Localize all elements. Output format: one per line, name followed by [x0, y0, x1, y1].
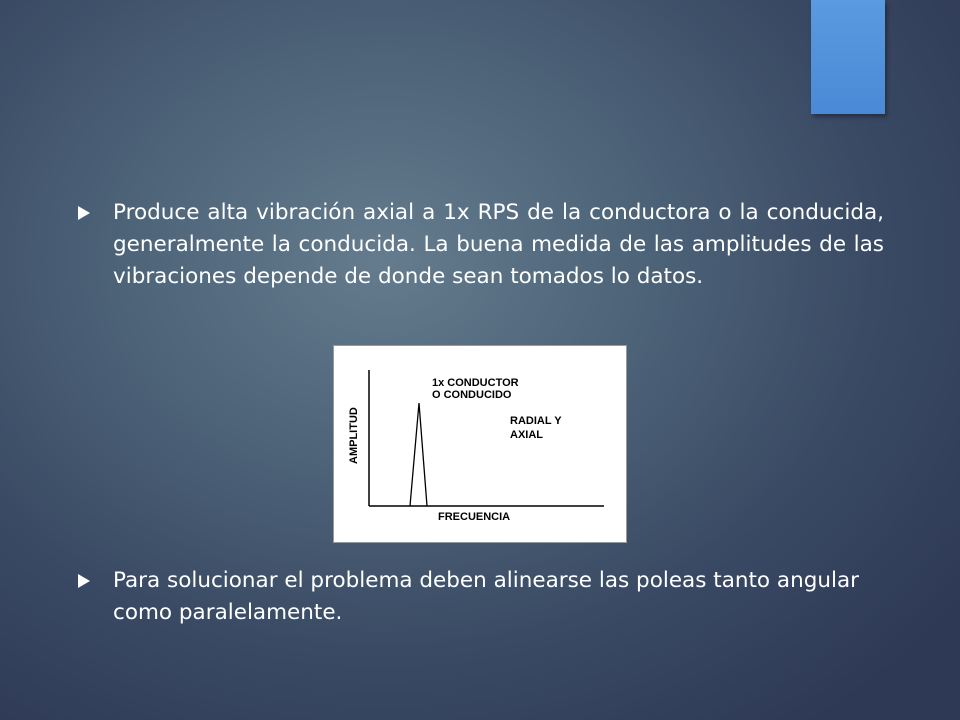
bullet-text-2: Para solucionar el problema deben alinearse las poleas tanto angular como paralelamente. — [113, 568, 859, 625]
bullet-item-1 — [76, 197, 884, 293]
bullet-item-2 — [76, 565, 884, 629]
peak-label-line1: 1x CONDUCTOR — [432, 377, 519, 389]
arrow-bullet-icon — [76, 197, 113, 293]
y-axis-label: AMPLITUD — [348, 407, 360, 464]
spectrum-figure — [333, 345, 627, 543]
spectrum-diagram — [334, 346, 626, 542]
direction-label-line2: AXIAL — [510, 429, 543, 441]
arrow-bullet-icon — [76, 565, 113, 629]
x-axis-label: FRECUENCIA — [438, 511, 511, 523]
peak-spike — [410, 403, 427, 506]
peak-label-line2: O CONDUCIDO — [432, 389, 512, 401]
accent-bar — [811, 0, 885, 114]
direction-label-line1: RADIAL Y — [510, 415, 562, 427]
bullet-text-1: Produce alta vibración axial a 1x RPS de la conductora o la conducida, generalmente la conducida. La buena medida de las amplitudes de las vibraciones depende de donde sean tomados lo datos. — [113, 200, 884, 289]
